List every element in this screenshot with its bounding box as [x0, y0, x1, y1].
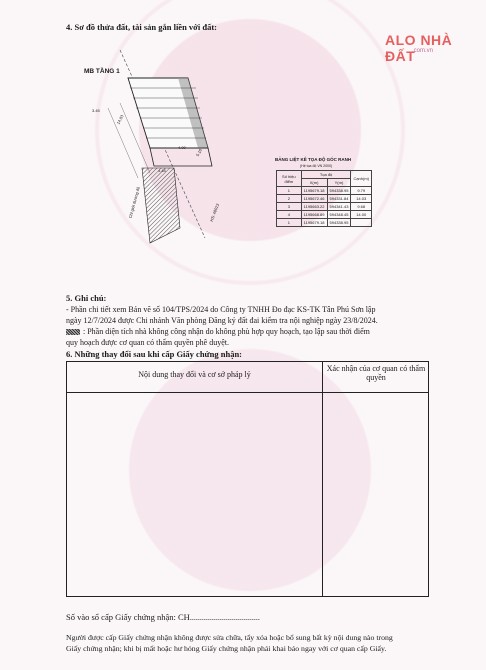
note-line-2: ngày 12/7/2024 được Chi nhánh Văn phòng Đăng ký đất đai kiểm tra nội nghiệp ngày 23/8/2024.: [66, 316, 378, 325]
coord-head-coord: Tọa độ: [301, 171, 351, 179]
coord-head-edge: Cạnh(m): [351, 171, 372, 187]
table-row: 4 1195668.89 594348.45 14.00: [277, 211, 372, 219]
cert-value: CH: [178, 612, 190, 622]
warning-text: [66, 632, 476, 654]
note-line-1: - Phần chi tiết xem Bản vẽ số 104/TPS/2024 do Công ty TNHH Đo đạc KS-TK Tân Phú Sơn lập: [66, 305, 376, 314]
changes-col-confirm: Xác nhận của cơ quan có thẩm quyền: [326, 364, 426, 382]
coord-head-y: Y(m): [327, 179, 351, 187]
table-row: 3 1195663.22 594341.43 9.68: [277, 203, 372, 211]
table-row: 2 1195672.46 594331.84 14.03: [277, 195, 372, 203]
cert-number: Số vào sổ cấp Giấy chứng nhận: CH...................................: [66, 612, 260, 622]
dim-2: 4.00: [178, 145, 186, 150]
section4-title: 4. Sơ đồ thửa đất, tài sản gắn liền với đất:: [66, 22, 218, 32]
note-line-3: : Phần diện tích nhà không công nhận do không phù hợp quy hoạch, tạo lập sau thời điểm: [83, 327, 370, 336]
parcel-id: HS: 48023: [208, 202, 221, 223]
table-row: 1 1195679.18 594338.95 9.79: [277, 187, 372, 195]
table-row: 1 1195679.18 594338.95: [277, 219, 372, 227]
section5-notes: [66, 304, 446, 348]
dim-5: 3.45: [92, 108, 100, 113]
changes-col-content: Nội dung thay đổi và cơ sở pháp lý: [138, 370, 251, 379]
section5-title: 5. Ghi chú:: [66, 293, 107, 303]
warning-line-1: Người được cấp Giấy chứng nhận không được sửa chữa, tẩy xóa hoặc bổ sung bất kỳ nội dung nào trong: [66, 633, 393, 642]
coord-table: [276, 170, 372, 227]
hatch-legend-icon: [66, 329, 80, 335]
coord-table-subtitle: (Hệ tọa độ VN 2000): [300, 164, 333, 168]
parcel-sketch: [90, 48, 250, 253]
dim-1: 14.03: [115, 113, 125, 126]
warning-line-2: Giấy chứng nhận; khi bị mất hoặc hư hỏng Giấy chứng nhận phải khai báo ngay với cơ quan cấp Giấy.: [66, 644, 387, 653]
coord-head-point: Số hiệu điểm: [277, 171, 302, 187]
watermark-site: .com.vn: [412, 48, 434, 54]
road-label: Chỉ giới đường đỏ: [127, 186, 141, 219]
section6-title: 6. Những thay đổi sau khi cấp Giấy chứng nhận:: [66, 349, 243, 359]
coord-head-x: X(m): [301, 179, 327, 187]
dim-3: 4.44: [158, 168, 166, 173]
dim-4: 5.10: [194, 147, 203, 158]
watermark-brand: ALO NHÀ ĐẤT: [385, 32, 453, 64]
note-line-4: quy hoạch được cơ quan có thẩm quyền phê duyệt.: [66, 338, 229, 347]
coord-table-title: BẢNG LIỆT KÊ TỌA ĐỘ GÓC RANH: [275, 157, 352, 162]
cert-label: Số vào sổ cấp Giấy chứng nhận:: [66, 612, 176, 622]
changes-table: [66, 361, 429, 597]
floor-label: MB TẦNG 1: [84, 68, 120, 75]
